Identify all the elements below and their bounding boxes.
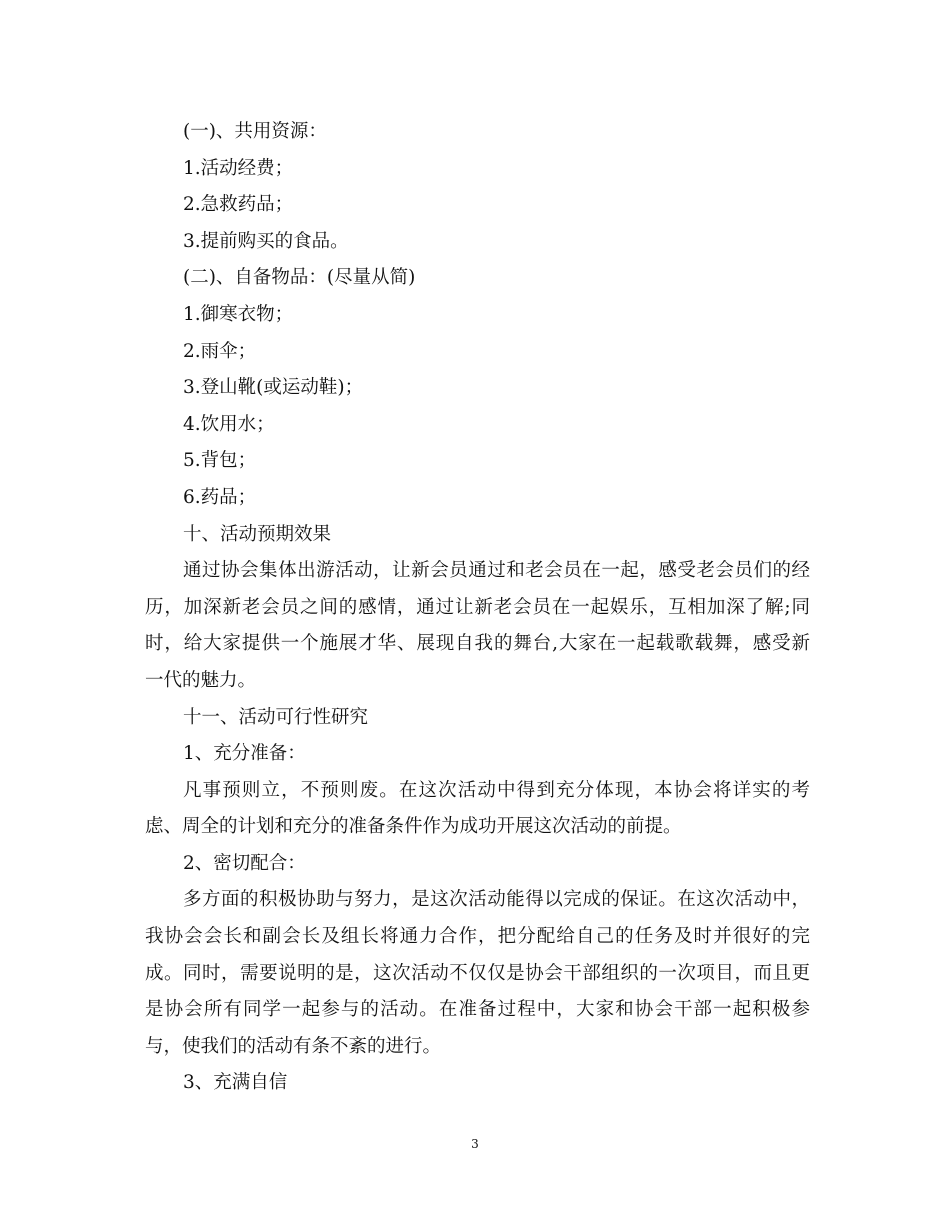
paragraph-line: 与，使我们的活动有条不紊的进行。	[145, 1035, 442, 1057]
list-item: 2.雨伞；	[183, 340, 257, 362]
paragraph-line: 时，给大家提供一个施展才华、展现自我的舞台,大家在一起载歌载舞，感受新	[145, 633, 810, 655]
subheading-confidence: 3、充满自信	[183, 1072, 288, 1094]
page-number: 3	[471, 1137, 479, 1151]
paragraph-line: 是协会所有同学一起参与的活动。在准备过程中，大家和协会干部一起积极参	[145, 999, 810, 1021]
paragraph-cooperation	[145, 882, 810, 1065]
list-item: 5.背包；	[183, 450, 257, 472]
paragraph-line: 历，加深新老会员之间的感情，通过让新老会员在一起娱乐，互相加深了解;同	[145, 596, 810, 618]
paragraph-expected-effect	[145, 553, 810, 699]
list-item: 3.登山靴(或运动鞋)；	[183, 377, 364, 399]
paragraph-line: 一代的魅力。	[145, 669, 257, 691]
paragraph-preparation	[145, 773, 810, 846]
paragraph-line: 通过协会集体出游活动，让新会员通过和老会员在一起，感受老会员们的经	[183, 560, 810, 582]
section-heading-expected-effect: 十、活动预期效果	[183, 523, 332, 545]
list-item: 4.饮用水；	[183, 413, 275, 435]
paragraph-line: 我协会会长和副会长及组长将通力合作，把分配给自己的任务及时并很好的完	[145, 926, 810, 948]
paragraph-line: 凡事预则立，不预则废。在这次活动中得到充分体现，本协会将详实的考	[183, 779, 810, 801]
paragraph-line: 多方面的积极协助与努力，是这次活动能得以完成的保证。在这次活动中，	[183, 889, 810, 911]
section-heading-feasibility: 十一、活动可行性研究	[183, 706, 369, 728]
subheading-cooperation: 2、密切配合：	[183, 852, 306, 874]
list-item: 1.活动经费；	[183, 157, 294, 179]
paragraph-line: 虑、周全的计划和充分的准备条件作为成功开展这次活动的前提。	[145, 816, 682, 838]
list-item: 2.急救药品；	[183, 194, 294, 216]
list-item: 6.药品；	[183, 486, 257, 508]
document-body	[145, 114, 810, 1102]
section-heading-personal-items: (二)、自备物品：(尽量从简)	[183, 267, 416, 289]
subheading-preparation: 1、充分准备：	[183, 743, 306, 765]
list-item: 3.提前购买的食品。	[183, 230, 349, 252]
section-heading-shared-resources: (一)、共用资源：	[183, 121, 327, 142]
paragraph-line: 成。同时，需要说明的是，这次活动不仅仅是协会干部组织的一次项目，而且更	[145, 962, 810, 984]
list-item: 1.御寒衣物；	[183, 303, 294, 325]
